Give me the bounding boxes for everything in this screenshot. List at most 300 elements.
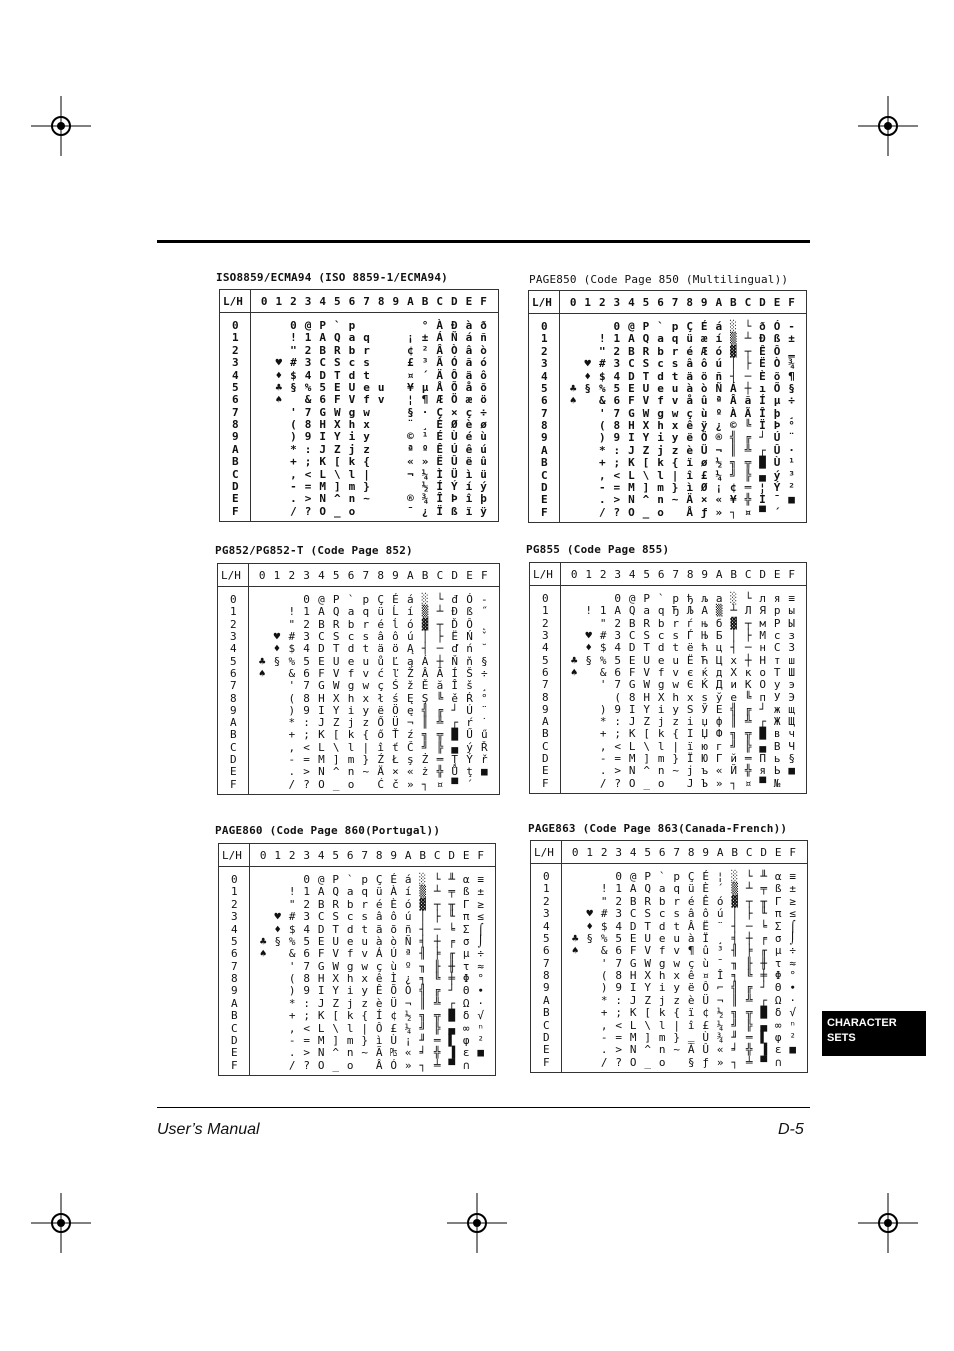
char-cell: ± bbox=[788, 332, 795, 346]
char-cell: ╓ bbox=[760, 944, 767, 958]
char-cell: њ bbox=[701, 616, 708, 630]
char-cell: Ü bbox=[390, 996, 397, 1010]
column-header: 2 bbox=[598, 296, 606, 309]
char-cell: ] bbox=[333, 479, 341, 493]
char-cell: } bbox=[672, 752, 679, 766]
char-cell: ╛ bbox=[419, 1046, 426, 1060]
char-cell: ^ bbox=[643, 764, 650, 778]
column-header: C bbox=[436, 569, 444, 582]
char-cell: * bbox=[290, 442, 297, 456]
char-cell: Ð bbox=[759, 332, 766, 346]
char-cell: S bbox=[643, 628, 650, 642]
char-cell: ü bbox=[375, 885, 383, 899]
column-header: 5 bbox=[642, 296, 650, 309]
char-cell: ░ bbox=[419, 873, 426, 886]
char-cell: l bbox=[657, 739, 665, 753]
row-header-divider bbox=[248, 564, 249, 794]
char-cell: * bbox=[288, 996, 296, 1010]
char-cell: [ bbox=[644, 1006, 651, 1020]
row-header: E bbox=[232, 492, 239, 506]
char-cell: \ bbox=[642, 468, 650, 482]
char-cell: Â bbox=[421, 666, 429, 680]
char-cell: О bbox=[759, 678, 766, 692]
char-cell: j bbox=[347, 716, 355, 730]
char-cell: Ѓ bbox=[686, 628, 694, 642]
char-cell: _ bbox=[333, 504, 341, 518]
char-cell: Ѕ bbox=[686, 702, 694, 716]
char-cell: ┼ bbox=[744, 381, 752, 395]
char-cell: c bbox=[347, 629, 355, 643]
char-cell: d bbox=[347, 642, 355, 656]
char-cell: R bbox=[643, 616, 650, 630]
char-cell: ╠ bbox=[433, 1021, 441, 1035]
char-cell: ю bbox=[701, 739, 708, 753]
char-cell: f bbox=[363, 393, 370, 407]
char-cell: ╢ bbox=[731, 944, 738, 958]
char-cell: ` bbox=[658, 870, 666, 883]
column-header: E bbox=[462, 849, 470, 862]
char-cell: £ bbox=[390, 1021, 397, 1035]
column-header: 0 bbox=[570, 568, 578, 581]
char-cell: é bbox=[686, 344, 693, 358]
char-cell: ♣ bbox=[259, 934, 267, 948]
char-cell: ! bbox=[598, 332, 606, 346]
char-cell: Φ bbox=[774, 969, 782, 982]
char-cell: 0 bbox=[613, 320, 621, 333]
char-cell: ч bbox=[788, 727, 795, 741]
char-cell: & bbox=[304, 393, 312, 407]
char-cell: \ bbox=[643, 739, 650, 753]
char-cell: ú bbox=[716, 907, 724, 921]
char-cell: w bbox=[363, 405, 370, 419]
char-cell: · bbox=[788, 443, 795, 457]
char-cell: x bbox=[363, 418, 370, 431]
char-cell: , bbox=[288, 740, 296, 754]
char-cell: ¶ bbox=[421, 393, 429, 407]
char-cell: S bbox=[332, 629, 340, 643]
char-cell: Ö bbox=[450, 393, 458, 407]
char-cell: o bbox=[657, 776, 665, 790]
char-cell: ε bbox=[462, 1046, 470, 1060]
char-cell: У bbox=[773, 690, 781, 704]
char-cell: ¡ bbox=[404, 1033, 412, 1047]
char-cell: § bbox=[481, 654, 488, 668]
char-cell: ¨ bbox=[481, 703, 488, 717]
char-cell: Ê bbox=[436, 442, 443, 456]
char-cell: ♠ bbox=[570, 665, 578, 679]
char-cell: ■ bbox=[477, 1046, 484, 1060]
char-cell: Ü bbox=[702, 993, 709, 1007]
char-cell: H bbox=[317, 972, 325, 985]
char-cell: ╕ bbox=[419, 972, 426, 985]
char-cell: ╔ bbox=[433, 984, 441, 998]
char-cell: © bbox=[730, 419, 737, 432]
char-cell: / bbox=[600, 1055, 608, 1069]
char-cell: < bbox=[615, 1018, 622, 1032]
char-cell: 1 bbox=[303, 605, 310, 619]
char-cell: 9 bbox=[613, 431, 621, 445]
char-cell: b bbox=[346, 897, 354, 911]
char-cell: & bbox=[288, 666, 296, 680]
char-cell: ò bbox=[480, 343, 487, 357]
char-cell: X bbox=[657, 690, 665, 704]
char-cell: ╬ bbox=[745, 1043, 753, 1057]
char-cell: б bbox=[715, 616, 723, 630]
char-cell: ┴ bbox=[436, 605, 444, 619]
char-cell: = bbox=[613, 480, 621, 494]
column-header: 7 bbox=[671, 296, 679, 309]
column-header: 9 bbox=[392, 295, 400, 308]
char-cell: ■ bbox=[788, 493, 795, 507]
char-cell: F bbox=[317, 947, 325, 961]
char-cell: » bbox=[715, 776, 723, 790]
char-cell: S bbox=[332, 910, 339, 924]
row-header: 0 bbox=[541, 320, 548, 333]
char-cell: : bbox=[613, 443, 621, 457]
char-cell: 7 bbox=[303, 679, 310, 693]
char-cell: ∙ bbox=[789, 981, 796, 995]
char-cell: ε bbox=[774, 1043, 782, 1057]
char-cell: $ bbox=[288, 642, 296, 656]
char-cell: n bbox=[657, 764, 665, 778]
char-cell: ý bbox=[773, 468, 781, 482]
char-cell: І bbox=[686, 727, 694, 741]
char-cell: ÷ bbox=[788, 394, 795, 408]
char-cell: W bbox=[644, 956, 651, 970]
char-cell: └ bbox=[436, 593, 444, 606]
column-header: 3 bbox=[303, 849, 310, 862]
char-cell: a bbox=[346, 885, 354, 899]
char-cell: d bbox=[348, 368, 356, 382]
char-cell: ë bbox=[686, 431, 693, 445]
char-cell: z bbox=[673, 993, 680, 1007]
row-header: 2 bbox=[542, 616, 549, 630]
char-cell: Ì bbox=[759, 493, 766, 507]
char-cell: ® bbox=[407, 492, 414, 506]
char-cell: , bbox=[600, 1018, 608, 1032]
char-cell: q bbox=[361, 885, 368, 899]
char-cell: Z bbox=[642, 443, 650, 457]
char-cell: F bbox=[628, 665, 636, 679]
char-cell: â bbox=[686, 357, 693, 371]
char-cell: u bbox=[362, 654, 370, 668]
row-header: B bbox=[231, 1009, 238, 1023]
char-cell: A bbox=[317, 885, 325, 899]
char-cell: = bbox=[304, 479, 312, 493]
char-cell: V bbox=[348, 393, 356, 407]
char-cell: √ bbox=[789, 1006, 796, 1020]
char-cell: x bbox=[671, 419, 679, 432]
char-cell: Y bbox=[332, 984, 339, 998]
char-cell: ╥ bbox=[448, 897, 455, 911]
char-cell: y bbox=[673, 981, 680, 995]
char-cell: · bbox=[477, 996, 484, 1010]
char-cell: Х bbox=[730, 665, 737, 679]
char-cell: Ï bbox=[436, 504, 443, 518]
char-cell: ┌ bbox=[760, 993, 767, 1007]
char-cell: ╢ bbox=[419, 947, 426, 961]
section-tab-line-1: CHARACTER bbox=[827, 1017, 897, 1029]
char-cell: y bbox=[671, 431, 679, 445]
char-cell: ╖ bbox=[419, 959, 426, 973]
char-cell: { bbox=[362, 728, 370, 742]
row-header: 6 bbox=[543, 944, 550, 958]
char-cell: ½ bbox=[404, 1009, 412, 1023]
column-header: C bbox=[745, 846, 753, 859]
char-cell: 8 bbox=[303, 972, 310, 985]
char-cell: ¦ bbox=[407, 393, 414, 407]
char-cell: % bbox=[304, 380, 312, 394]
char-cell: ³ bbox=[421, 356, 429, 370]
char-cell: : bbox=[304, 442, 312, 456]
char-table-pg855 bbox=[529, 562, 807, 794]
char-cell: { bbox=[361, 1009, 368, 1023]
column-header: A bbox=[407, 295, 414, 308]
char-cell: À bbox=[390, 885, 397, 899]
row-header: 8 bbox=[542, 690, 549, 704]
char-cell: Ê bbox=[375, 984, 383, 998]
char-cell: ý bbox=[480, 479, 487, 493]
char-cell: þ bbox=[480, 492, 487, 506]
char-cell: s bbox=[672, 628, 679, 642]
char-cell: ì bbox=[465, 467, 473, 481]
char-cell: 8 bbox=[304, 418, 312, 431]
column-header: 9 bbox=[390, 849, 397, 862]
table-title-pg852: PG852/PG852-T (Code Page 852) bbox=[215, 544, 413, 557]
char-cell: w bbox=[672, 678, 679, 692]
column-header: 9 bbox=[700, 296, 708, 309]
char-cell: ñ bbox=[715, 369, 723, 383]
char-cell: p bbox=[348, 319, 356, 332]
char-cell: ë bbox=[687, 981, 695, 995]
char-cell: è bbox=[465, 418, 473, 431]
row-header: F bbox=[541, 505, 548, 519]
char-cell: ¡ bbox=[407, 331, 414, 345]
row-header: A bbox=[230, 716, 237, 730]
char-cell: D bbox=[319, 368, 326, 382]
char-cell: ] bbox=[332, 1033, 339, 1047]
char-cell: Ö bbox=[700, 431, 708, 445]
row-header: D bbox=[543, 1030, 550, 1044]
char-cell: Û bbox=[450, 455, 458, 469]
char-cell: ^ bbox=[332, 1046, 339, 1060]
char-cell: с bbox=[773, 628, 781, 642]
char-cell: } bbox=[673, 1030, 680, 1044]
char-cell: { bbox=[673, 1006, 680, 1020]
char-cell: ı bbox=[759, 381, 766, 395]
char-cell: ќ bbox=[701, 665, 708, 679]
char-cell: Ž bbox=[406, 666, 414, 680]
char-cell: ` bbox=[347, 593, 355, 606]
char-cell: _ bbox=[332, 1058, 339, 1072]
char-cell: ┤ bbox=[730, 369, 737, 383]
char-cell: µ bbox=[774, 944, 782, 958]
char-cell: Q bbox=[333, 331, 341, 345]
char-cell: f bbox=[657, 394, 664, 408]
char-cell: ы bbox=[788, 604, 795, 618]
char-cell: < bbox=[304, 467, 312, 481]
char-cell: . bbox=[598, 493, 606, 507]
header-rule bbox=[157, 240, 810, 243]
char-cell: З bbox=[788, 641, 795, 655]
char-cell: ░ bbox=[730, 592, 737, 605]
char-cell: Ń bbox=[466, 629, 473, 643]
char-cell: " bbox=[599, 616, 607, 630]
char-cell: └ bbox=[744, 592, 752, 605]
char-cell: 3 bbox=[303, 629, 310, 643]
char-cell: v bbox=[361, 947, 368, 961]
corner-label: L/H bbox=[222, 849, 242, 862]
section-tab[interactable] bbox=[822, 1011, 926, 1056]
char-cell: d bbox=[346, 922, 354, 936]
char-cell: ▀ bbox=[451, 777, 459, 791]
char-cell: ) bbox=[600, 981, 608, 995]
char-cell: ÷ bbox=[477, 947, 484, 961]
char-cell: i bbox=[347, 703, 355, 717]
char-cell: ▓ bbox=[419, 897, 426, 911]
char-cell: Ь bbox=[773, 764, 781, 778]
char-cell: m bbox=[346, 1033, 354, 1047]
char-table-page850 bbox=[528, 290, 807, 523]
char-cell: ╪ bbox=[760, 969, 767, 982]
char-cell: Á bbox=[436, 331, 443, 345]
char-cell: « bbox=[404, 1046, 412, 1060]
char-cell: 2 bbox=[304, 343, 312, 357]
char-cell: v bbox=[671, 394, 679, 408]
char-cell: Д bbox=[715, 678, 723, 692]
char-cell: } bbox=[363, 479, 370, 493]
column-header: 9 bbox=[702, 846, 709, 859]
char-cell: ≡ bbox=[789, 870, 796, 883]
char-cell: ┌ bbox=[759, 715, 766, 729]
char-cell: W bbox=[332, 679, 340, 693]
char-cell: H bbox=[628, 419, 635, 432]
char-cell: y bbox=[362, 703, 370, 717]
char-cell: ˙ bbox=[481, 716, 488, 730]
row-header: D bbox=[542, 752, 549, 766]
row-header: 8 bbox=[541, 419, 548, 432]
char-cell: ä bbox=[465, 368, 473, 382]
column-header: A bbox=[715, 568, 723, 581]
registration-mark-top-right-icon bbox=[858, 96, 918, 156]
char-cell: █ bbox=[448, 1009, 455, 1023]
char-cell: é bbox=[377, 617, 384, 631]
column-header: 9 bbox=[701, 568, 708, 581]
char-cell: ┘ bbox=[448, 984, 455, 998]
char-cell: ó bbox=[406, 617, 414, 631]
char-cell: ♦ bbox=[273, 642, 281, 656]
char-cell: J bbox=[629, 993, 637, 1007]
char-cell: Ű bbox=[466, 728, 473, 742]
row-header: B bbox=[541, 456, 548, 470]
char-cell: F bbox=[333, 393, 341, 407]
char-cell: [ bbox=[333, 455, 341, 469]
char-cell: j bbox=[346, 996, 354, 1010]
row-header: 1 bbox=[231, 885, 238, 899]
char-cell: U bbox=[643, 653, 650, 667]
char-cell: Ď bbox=[451, 617, 459, 631]
char-cell: # bbox=[288, 910, 296, 924]
char-cell: Ş bbox=[421, 691, 429, 705]
char-cell: I bbox=[628, 702, 636, 716]
char-cell: ћ bbox=[701, 641, 708, 655]
char-cell: ÷ bbox=[789, 944, 796, 958]
row-header: 5 bbox=[542, 653, 549, 667]
char-cell: Å bbox=[436, 380, 443, 394]
char-cell: Ä bbox=[377, 765, 384, 779]
char-cell: X bbox=[332, 972, 339, 985]
char-cell: Ú bbox=[773, 431, 781, 445]
column-header: 6 bbox=[347, 569, 355, 582]
char-cell: ù bbox=[700, 406, 708, 420]
char-cell: Z bbox=[332, 996, 339, 1010]
char-cell: * bbox=[599, 715, 607, 729]
char-cell: ¤ bbox=[744, 505, 752, 519]
char-cell: E bbox=[628, 653, 636, 667]
char-cell: ô bbox=[392, 629, 399, 643]
char-cell: ∩ bbox=[462, 1058, 470, 1072]
char-cell: в bbox=[773, 727, 781, 741]
char-cell: ╬ bbox=[744, 493, 752, 507]
char-cell: A bbox=[629, 882, 637, 896]
column-header: 0 bbox=[258, 569, 266, 582]
char-cell: t bbox=[673, 919, 680, 933]
char-cell: ┼ bbox=[745, 931, 753, 945]
char-cell: | bbox=[671, 468, 679, 482]
column-header: 2 bbox=[599, 568, 607, 581]
char-cell: b bbox=[347, 617, 355, 631]
char-cell: ! bbox=[585, 604, 592, 618]
char-cell: p bbox=[361, 873, 368, 886]
row-header: 7 bbox=[231, 959, 238, 973]
row-header: 7 bbox=[542, 678, 549, 692]
char-cell: ╣ bbox=[421, 703, 429, 717]
char-cell: z bbox=[672, 715, 679, 729]
char-cell: k bbox=[658, 1006, 666, 1020]
char-cell: 5 bbox=[303, 934, 310, 948]
column-header: B bbox=[421, 569, 429, 582]
char-cell: 4 bbox=[614, 641, 621, 655]
char-cell: K bbox=[317, 1009, 325, 1023]
char-cell: r bbox=[363, 343, 370, 357]
char-cell: s bbox=[671, 357, 679, 371]
char-cell: ▌ bbox=[760, 1030, 767, 1044]
char-cell: ß bbox=[773, 332, 781, 346]
char-cell: x bbox=[686, 690, 694, 704]
char-cell: s bbox=[361, 910, 368, 924]
char-cell: £ bbox=[407, 356, 414, 370]
char-cell: j bbox=[657, 443, 664, 457]
char-cell: ┴ bbox=[730, 604, 737, 618]
column-header: 3 bbox=[614, 568, 621, 581]
row-header: 3 bbox=[543, 907, 550, 921]
char-cell: Ø bbox=[700, 480, 708, 494]
char-cell: ╧ bbox=[745, 1055, 753, 1069]
char-cell: ¼ bbox=[404, 1021, 412, 1035]
char-cell: Г bbox=[715, 752, 723, 766]
char-cell: Ĺ bbox=[392, 605, 399, 619]
char-cell: ú bbox=[715, 357, 723, 371]
char-cell: ñ bbox=[404, 922, 412, 936]
char-cell: Ч bbox=[788, 739, 795, 753]
char-cell: ¸ bbox=[788, 406, 795, 420]
char-cell: ô bbox=[480, 368, 487, 382]
row-header: D bbox=[230, 753, 237, 767]
char-cell: δ bbox=[774, 1006, 782, 1020]
row-header: 0 bbox=[542, 592, 549, 605]
char-cell: 2 bbox=[615, 894, 622, 908]
row-header: B bbox=[230, 728, 237, 742]
